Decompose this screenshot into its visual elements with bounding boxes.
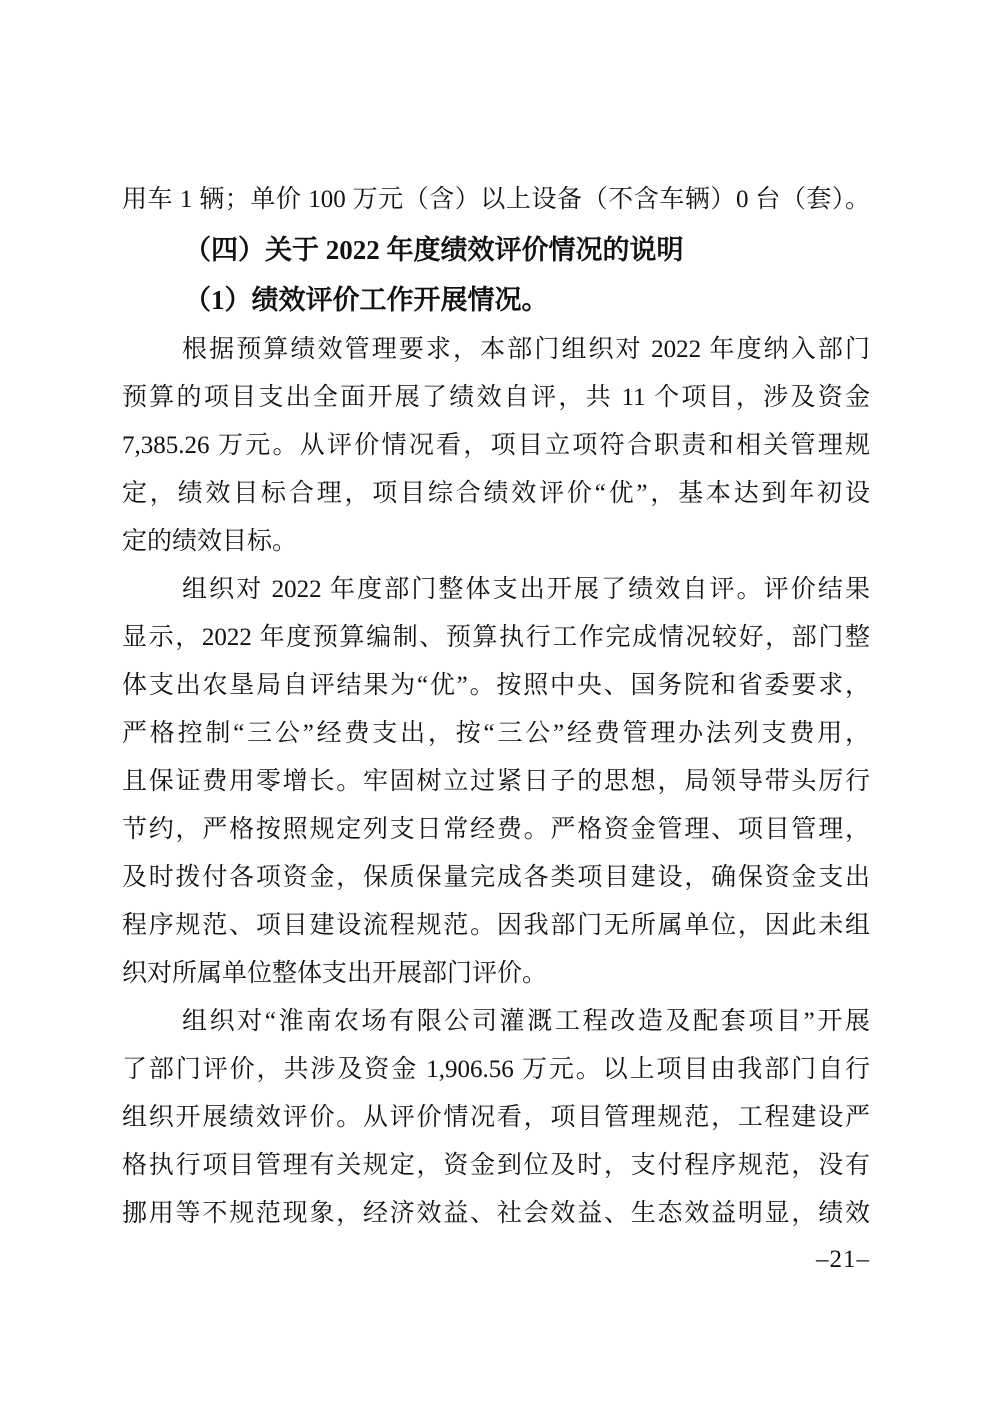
body-line: 且保证费用零增长。牢固树立过紧日子的思想，局领导带头厉行 (122, 768, 870, 795)
body-line: 格执行项目管理有关规定，资金到位及时，支付程序规范，没有 (122, 1152, 870, 1179)
body-line: 严格控制“三公”经费支出，按“三公”经费管理办法列支费用， (122, 720, 870, 747)
body-line: 预算的项目支出全面开展了绩效自评，共 11 个项目，涉及资金 (122, 384, 870, 411)
body-line: 及时拨付各项资金，保质保量完成各类项目建设，确保资金支出 (122, 864, 870, 891)
body-line: 挪用等不规范现象，经济效益、社会效益、生态效益明显，绩效 (122, 1200, 870, 1227)
body-line: 组织对 2022 年度部门整体支出开展了绩效自评。评价结果 (182, 576, 870, 603)
body-line: 根据预算绩效管理要求，本部门组织对 2022 年度纳入部门 (182, 336, 870, 363)
body-line: 用车 1 辆；单价 100 万元（含）以上设备（不含车辆）0 台（套）。 (122, 186, 870, 213)
body-line: 体支出农垦局自评结果为“优”。按照中央、国务院和省委要求， (122, 672, 870, 699)
body-line: 组织对“淮南农场有限公司灌溉工程改造及配套项目”开展 (182, 1008, 870, 1035)
body-line: 定，绩效目标合理，项目综合绩效评价“优”，基本达到年初设 (122, 480, 870, 507)
body-line: 组织开展绩效评价。从评价情况看，项目管理规范，工程建设严 (122, 1104, 870, 1131)
body-line: 显示，2022 年度预算编制、预算执行工作完成情况较好，部门整 (122, 624, 870, 651)
body-line: 了部门评价，共涉及资金 1,906.56 万元。以上项目由我部门自行 (122, 1056, 870, 1083)
body-line: 节约，严格按照规定列支日常经费。严格资金管理、项目管理， (122, 816, 870, 843)
body-line: 织对所属单位整体支出开展部门评价。 (122, 960, 548, 987)
body-line: 定的绩效目标。 (122, 528, 298, 555)
body-line: 程序规范、项目建设流程规范。因我部门无所属单位，因此未组 (122, 912, 870, 939)
body-line: 7,385.26 万元。从评价情况看，项目立项符合职责和相关管理规 (122, 432, 870, 459)
section-heading: （四）关于 2022 年度绩效评价情况的说明 (184, 235, 684, 265)
subsection-heading: （1）绩效评价工作开展情况。 (184, 285, 549, 315)
page-number: –21– (816, 1246, 870, 1273)
